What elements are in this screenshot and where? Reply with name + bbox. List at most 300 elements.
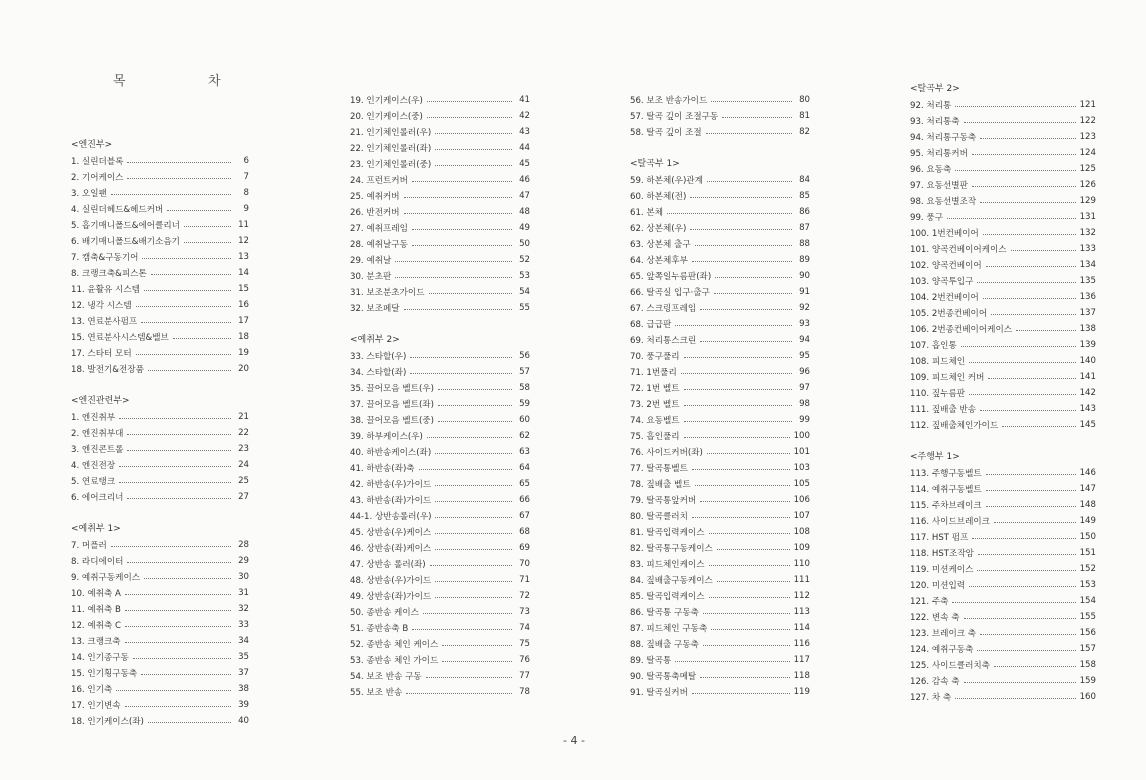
- toc-entry: [910, 289, 1096, 305]
- toc-entry: [630, 172, 810, 188]
- toc-entry-label: 80. 탈곡클러치: [630, 512, 688, 522]
- toc-entry-label: 59. 하본체(우)관계: [630, 176, 703, 186]
- toc-entry-label: 49. 상반송(좌)가이드: [350, 592, 432, 602]
- toc-entry-page: 38: [238, 684, 249, 694]
- toc-entry: [910, 609, 1096, 625]
- toc-entry: [350, 492, 530, 508]
- toc-entry-page: 50: [519, 239, 530, 249]
- toc-entry: [350, 620, 530, 636]
- toc-entry-label: 48. 상반송(우)가이드: [350, 576, 432, 586]
- toc-entry: [910, 161, 1096, 177]
- toc-entry: [630, 652, 810, 668]
- toc-entry: [71, 217, 249, 233]
- toc-entry: [350, 540, 530, 556]
- toc-entry-page: 86: [799, 207, 810, 217]
- toc-entry-page: 29: [238, 556, 249, 566]
- toc-entry-label: 37. 끌어모음 벨트(좌): [350, 400, 434, 410]
- dot-leader: [184, 226, 231, 227]
- dot-leader: [144, 578, 231, 579]
- toc-entry: [910, 641, 1096, 657]
- toc-entry-page: 141: [1079, 372, 1096, 382]
- toc-entry-label: 1. 엔진취부: [71, 413, 116, 423]
- toc-entry-label: 62. 상본체(우): [630, 224, 687, 234]
- toc-entry-label: 30. 분초판: [350, 272, 392, 282]
- toc-entry-label: 50. 종반송 케이스: [350, 608, 419, 618]
- toc-entry: [630, 108, 810, 124]
- toc-entry-page: 80: [799, 95, 810, 105]
- toc-entry-page: 12: [238, 236, 249, 246]
- toc-entry-page: 108: [793, 527, 810, 537]
- toc-entry: [910, 401, 1096, 417]
- dot-leader: [690, 229, 792, 230]
- toc-entry: [350, 636, 530, 652]
- toc-entry-label: 40. 하반송케이스(좌): [350, 448, 432, 458]
- dot-leader: [681, 373, 792, 374]
- toc-entry-label: 92. 처리통: [910, 101, 952, 111]
- toc-entry: [630, 364, 810, 380]
- dot-leader: [972, 186, 1076, 187]
- spacer: [71, 377, 249, 393]
- dot-leader: [435, 581, 512, 582]
- toc-entry: [630, 284, 810, 300]
- dot-leader: [692, 469, 790, 470]
- toc-entry: [910, 465, 1096, 481]
- toc-entry-page: 139: [1079, 340, 1096, 350]
- toc-entry-label: 123. 브레이크 축: [910, 629, 977, 639]
- toc-entry-page: 48: [519, 207, 530, 217]
- toc-entry-label: 6. 배기매니폴드&배기소음기: [71, 237, 180, 247]
- dot-leader: [955, 106, 1075, 107]
- toc-entry: [910, 257, 1096, 273]
- toc-entry-page: 148: [1079, 500, 1096, 510]
- dot-leader: [435, 549, 512, 550]
- dot-leader: [983, 234, 1076, 235]
- section-heading: <엔진부>: [71, 140, 113, 150]
- toc-entry-label: 86. 탈곡통 구동축: [630, 608, 699, 618]
- dot-leader: [167, 210, 231, 211]
- toc-entry-label: 89. 탈곡통: [630, 656, 672, 666]
- dot-leader: [427, 117, 512, 118]
- toc-entry-label: 61. 본체: [630, 208, 664, 218]
- toc-entry-page: 105: [793, 479, 810, 489]
- toc-entry-label: 124. 예취구동축: [910, 645, 974, 655]
- toc-entry-page: 117: [793, 655, 810, 665]
- toc-entry: [71, 201, 249, 217]
- dot-leader: [410, 373, 512, 374]
- toc-entry-page: 43: [519, 127, 530, 137]
- toc-entry-page: 112: [793, 591, 810, 601]
- toc-entry-page: 74: [519, 623, 530, 633]
- toc-entry-label: 73. 2번 벨트: [630, 400, 680, 410]
- toc-entry-page: 24: [238, 460, 249, 470]
- toc-entry-label: 55. 보조 반송: [350, 688, 403, 698]
- toc-entry-label: 95. 처리통커버: [910, 149, 968, 159]
- toc-entry-label: 42. 하반송(우)가이드: [350, 480, 432, 490]
- spacer: [350, 316, 530, 332]
- toc-entry-page: 97: [799, 383, 810, 393]
- toc-entry-page: 142: [1079, 388, 1096, 398]
- toc-entry-page: 151: [1079, 548, 1096, 558]
- toc-entry-page: 84: [799, 175, 810, 185]
- toc-entry-label: 17. 인기변속: [71, 701, 121, 711]
- toc-entry: [71, 361, 249, 377]
- toc-entry-label: 83. 피드체인케이스: [630, 560, 705, 570]
- toc-entry: [630, 412, 810, 428]
- dot-leader: [127, 562, 231, 563]
- toc-entry: [71, 649, 249, 665]
- toc-entry-page: 39: [238, 700, 249, 710]
- toc-entry-label: 78. 짚배출 벨트: [630, 480, 691, 490]
- toc-entry: [71, 425, 249, 441]
- toc-entry-page: 60: [519, 415, 530, 425]
- toc-entry: [630, 636, 810, 652]
- toc-entry: [630, 124, 810, 140]
- dot-leader: [412, 245, 512, 246]
- spacer: [71, 121, 249, 137]
- dot-leader: [173, 338, 231, 339]
- toc-entry-page: 57: [519, 367, 530, 377]
- section-heading: <탈곡부 2>: [910, 84, 960, 94]
- toc-entry: [350, 604, 530, 620]
- dot-leader: [969, 394, 1076, 395]
- dot-leader: [695, 485, 790, 486]
- dot-leader: [980, 634, 1075, 635]
- dot-leader: [709, 533, 790, 534]
- toc-entry-page: 21: [238, 412, 249, 422]
- dot-leader: [419, 469, 512, 470]
- toc-entry-label: 28. 예취날구동: [350, 240, 408, 250]
- toc-entry-page: 143: [1079, 404, 1096, 414]
- toc-entry: [910, 225, 1096, 241]
- dot-leader: [430, 565, 512, 566]
- toc-entry-page: 118: [793, 671, 810, 681]
- dot-leader: [435, 165, 512, 166]
- dot-leader: [692, 693, 790, 694]
- toc-entry-label: 14. 인기종구동: [71, 653, 129, 663]
- toc-entry-label: 11. 예취축 B: [71, 605, 121, 615]
- toc-entry-label: 101. 양곡컨베이어케이스: [910, 245, 1007, 255]
- toc-entry: [910, 673, 1096, 689]
- dot-leader: [125, 706, 231, 707]
- dot-leader: [692, 517, 790, 518]
- toc-entry-label: 57. 탈곡 깊이 조절구동: [630, 112, 719, 122]
- toc-entry-page: 135: [1079, 276, 1096, 286]
- toc-entry: [71, 233, 249, 249]
- toc-entry-label: 71. 1번풀리: [630, 368, 677, 378]
- toc-entry-label: 76. 사이드커버(좌): [630, 448, 703, 458]
- toc-entry-page: 75: [519, 639, 530, 649]
- toc-entry: [71, 313, 249, 329]
- toc-entry: [71, 665, 249, 681]
- toc-entry-label: 21. 인기체인롤러(우): [350, 128, 432, 138]
- toc-entry-page: 124: [1079, 148, 1096, 158]
- toc-entry-page: 7: [243, 172, 249, 182]
- toc-entry-page: 106: [793, 495, 810, 505]
- toc-entry-page: 145: [1079, 420, 1096, 430]
- dot-leader: [977, 570, 1075, 571]
- dot-leader: [144, 290, 231, 291]
- dot-leader: [429, 293, 512, 294]
- toc-entry-label: 98. 요동선별조작: [910, 197, 977, 207]
- toc-entry: [350, 156, 530, 172]
- toc-entry-label: 125. 사이드클러치축: [910, 661, 990, 671]
- toc-entry-page: 123: [1079, 132, 1096, 142]
- toc-entry: [350, 188, 530, 204]
- toc-entry-page: 20: [238, 364, 249, 374]
- toc-entry: [71, 457, 249, 473]
- toc-entry: [630, 268, 810, 284]
- toc-entry-label: 29. 예취날: [350, 256, 392, 266]
- toc-entry-label: 35. 끌어모음 벨트(우): [350, 384, 434, 394]
- toc-entry: [350, 428, 530, 444]
- toc-entry: [350, 172, 530, 188]
- toc-column-1: [71, 105, 249, 729]
- dot-leader: [675, 325, 792, 326]
- toc-entry-page: 28: [238, 540, 249, 550]
- toc-entry: [910, 369, 1096, 385]
- toc-entry: [71, 617, 249, 633]
- toc-entry: [350, 204, 530, 220]
- toc-entry-page: 18: [238, 332, 249, 342]
- toc-entry-page: 71: [519, 575, 530, 585]
- toc-entry: [630, 524, 810, 540]
- spacer: [71, 505, 249, 521]
- dot-leader: [991, 314, 1075, 315]
- toc-entry-label: 68. 급급판: [630, 320, 672, 330]
- toc-entry-label: 104. 2번컨베이어: [910, 293, 979, 303]
- toc-entry-page: 111: [793, 575, 810, 585]
- toc-entry: [630, 540, 810, 556]
- title-part-2: 차: [208, 74, 221, 89]
- toc-entry-label: 88. 짚배출 구동축: [630, 640, 699, 650]
- toc-entry-page: 69: [519, 543, 530, 553]
- toc-entry-page: 91: [799, 287, 810, 297]
- toc-entry-page: 100: [793, 431, 810, 441]
- dot-leader: [435, 501, 512, 502]
- toc-entry-label: 46. 상반송(좌)케이스: [350, 544, 432, 554]
- toc-entry-page: 41: [519, 95, 530, 105]
- toc-entry: [630, 476, 810, 492]
- dot-leader: [395, 261, 512, 262]
- toc-entry-page: 85: [799, 191, 810, 201]
- toc-entry: [350, 684, 530, 700]
- dot-leader: [148, 722, 231, 723]
- toc-entry: [350, 124, 530, 140]
- toc-entry-page: 6: [243, 156, 249, 166]
- dot-leader: [1002, 426, 1075, 427]
- toc-entry-page: 34: [238, 636, 249, 646]
- toc-entry-label: 15. 연료분사시스템&밸브: [71, 333, 169, 343]
- toc-entry: [630, 92, 810, 108]
- dot-leader: [133, 658, 231, 659]
- toc-entry: [350, 572, 530, 588]
- toc-entry-label: 115. 주차브레이크: [910, 501, 982, 511]
- dot-leader: [684, 389, 792, 390]
- toc-entry-page: 114: [793, 623, 810, 633]
- toc-entry-label: 72. 1번 벨트: [630, 384, 680, 394]
- toc-column-2: [350, 92, 530, 700]
- dot-leader: [715, 277, 792, 278]
- dot-leader: [435, 533, 512, 534]
- toc-entry-label: 17. 스타터 모터: [71, 349, 132, 359]
- toc-entry-page: 89: [799, 255, 810, 265]
- dot-leader: [709, 565, 790, 566]
- toc-entry-page: 44: [519, 143, 530, 153]
- dot-leader: [141, 322, 231, 323]
- toc-entry-label: 4. 엔진전장: [71, 461, 116, 471]
- toc-entry-label: 20. 인기케이스(중): [350, 112, 423, 122]
- toc-entry: [910, 545, 1096, 561]
- toc-entry-page: 121: [1079, 100, 1096, 110]
- toc-entry-label: 24. 프런트커버: [350, 176, 408, 186]
- dot-leader: [127, 162, 231, 163]
- toc-entry-page: 103: [793, 463, 810, 473]
- toc-entry: [910, 273, 1096, 289]
- dot-leader: [692, 261, 792, 262]
- toc-entry-page: 140: [1079, 356, 1096, 366]
- toc-entry-label: 109. 피드체인 커버: [910, 373, 985, 383]
- dot-leader: [714, 293, 792, 294]
- toc-entry-label: 103. 양곡투입구: [910, 277, 974, 287]
- dot-leader: [695, 245, 792, 246]
- dot-leader: [703, 613, 790, 614]
- toc-entry-page: 77: [519, 671, 530, 681]
- toc-entry-label: 2. 기어케이스: [71, 173, 124, 183]
- toc-entry: [630, 204, 810, 220]
- dot-leader: [127, 434, 231, 435]
- dot-leader: [986, 506, 1076, 507]
- toc-entry-label: 31. 보조분초가이드: [350, 288, 425, 298]
- toc-entry: [350, 108, 530, 124]
- toc-entry-page: 137: [1079, 308, 1096, 318]
- toc-entry: [630, 236, 810, 252]
- toc-entry: [630, 348, 810, 364]
- dot-leader: [438, 389, 512, 390]
- toc-entry: [350, 380, 530, 396]
- toc-entry: [910, 209, 1096, 225]
- dot-leader: [151, 274, 231, 275]
- dot-leader: [717, 581, 790, 582]
- toc-entry-label: 75. 흡인풀리: [630, 432, 680, 442]
- dot-leader: [435, 149, 512, 150]
- toc-entry: [910, 657, 1096, 673]
- toc-entry: [910, 321, 1096, 337]
- toc-entry: [910, 513, 1096, 529]
- toc-entry: [71, 329, 249, 345]
- toc-entry: [350, 444, 530, 460]
- toc-entry-page: 146: [1079, 468, 1096, 478]
- dot-leader: [435, 133, 512, 134]
- toc-entry: [910, 97, 1096, 113]
- dot-leader: [964, 682, 1076, 683]
- toc-entry: [910, 625, 1096, 641]
- toc-entry: [350, 268, 530, 284]
- toc-entry-page: 76: [519, 655, 530, 665]
- toc-entry-label: 69. 처리통스크린: [630, 336, 697, 346]
- toc-entry-label: 102. 양곡컨베이어: [910, 261, 982, 271]
- dot-leader: [986, 474, 1076, 475]
- section-heading: <예취부 1>: [71, 524, 121, 534]
- dot-leader: [972, 538, 1075, 539]
- toc-entry-label: 118. HST조작암: [910, 549, 974, 559]
- toc-entry-label: 127. 차 축: [910, 693, 952, 703]
- toc-entry-label: 111. 짚배출 반송: [910, 405, 977, 415]
- toc-entry-page: 93: [799, 319, 810, 329]
- toc-entry-page: 40: [238, 716, 249, 726]
- toc-entry: [350, 140, 530, 156]
- toc-entry-label: 66. 탈곡실 입구·출구: [630, 288, 710, 298]
- toc-entry: [910, 353, 1096, 369]
- toc-entry: [71, 473, 249, 489]
- toc-entry-label: 8. 크랭크축&피스톤: [71, 269, 147, 279]
- toc-entry-label: 7. 머플러: [71, 541, 107, 551]
- toc-entry-label: 4. 실린더헤드&헤드커버: [71, 205, 164, 215]
- dot-leader: [404, 197, 512, 198]
- toc-entry-page: 129: [1079, 196, 1096, 206]
- toc-entry: [350, 460, 530, 476]
- toc-column-4: [910, 81, 1096, 705]
- toc-entry-page: 22: [238, 428, 249, 438]
- toc-entry: [71, 441, 249, 457]
- toc-column-3: [630, 92, 810, 700]
- dot-leader: [994, 522, 1076, 523]
- dot-leader: [707, 453, 790, 454]
- dot-leader: [412, 181, 512, 182]
- toc-entry: [630, 252, 810, 268]
- toc-entry-page: 133: [1079, 244, 1096, 254]
- toc-entry-page: 87: [799, 223, 810, 233]
- section-heading: <예취부 2>: [350, 335, 400, 345]
- dot-leader: [703, 645, 790, 646]
- dot-leader: [717, 549, 790, 550]
- toc-entry: [71, 409, 249, 425]
- dot-leader: [700, 501, 789, 502]
- toc-entry-page: 19: [238, 348, 249, 358]
- dot-leader: [684, 357, 792, 358]
- dot-leader: [684, 405, 792, 406]
- toc-entry-page: 11: [238, 220, 249, 230]
- dot-leader: [148, 370, 231, 371]
- toc-entry-page: 131: [1079, 212, 1096, 222]
- toc-entry-page: 23: [238, 444, 249, 454]
- toc-entry-label: 97. 요동선별판: [910, 181, 968, 191]
- toc-entry-label: 93. 처리통축: [910, 117, 960, 127]
- toc-entry-page: 9: [243, 204, 249, 214]
- toc-entry: [71, 585, 249, 601]
- dot-leader: [983, 298, 1076, 299]
- toc-entry-page: 30: [238, 572, 249, 582]
- toc-entry-label: 60. 하본체(전): [630, 192, 687, 202]
- toc-entry: [630, 508, 810, 524]
- toc-entry-page: 136: [1079, 292, 1096, 302]
- toc-entry-page: 132: [1079, 228, 1096, 238]
- toc-entry-label: 100. 1번컨베이어: [910, 229, 979, 239]
- toc-entry: [71, 489, 249, 505]
- dot-leader: [116, 690, 231, 691]
- dot-leader: [442, 661, 512, 662]
- toc-entry-label: 52. 종반송 체인 케이스: [350, 640, 439, 650]
- toc-entry-page: 149: [1079, 516, 1096, 526]
- toc-entry: [350, 476, 530, 492]
- toc-entry-page: 152: [1079, 564, 1096, 574]
- toc-entry-label: 106. 2번종컨베이어케이스: [910, 325, 1013, 335]
- toc-entry-page: 150: [1079, 532, 1096, 542]
- toc-entry-page: 68: [519, 527, 530, 537]
- dot-leader: [127, 498, 231, 499]
- toc-entry: [630, 556, 810, 572]
- toc-entry: [630, 588, 810, 604]
- toc-entry: [910, 337, 1096, 353]
